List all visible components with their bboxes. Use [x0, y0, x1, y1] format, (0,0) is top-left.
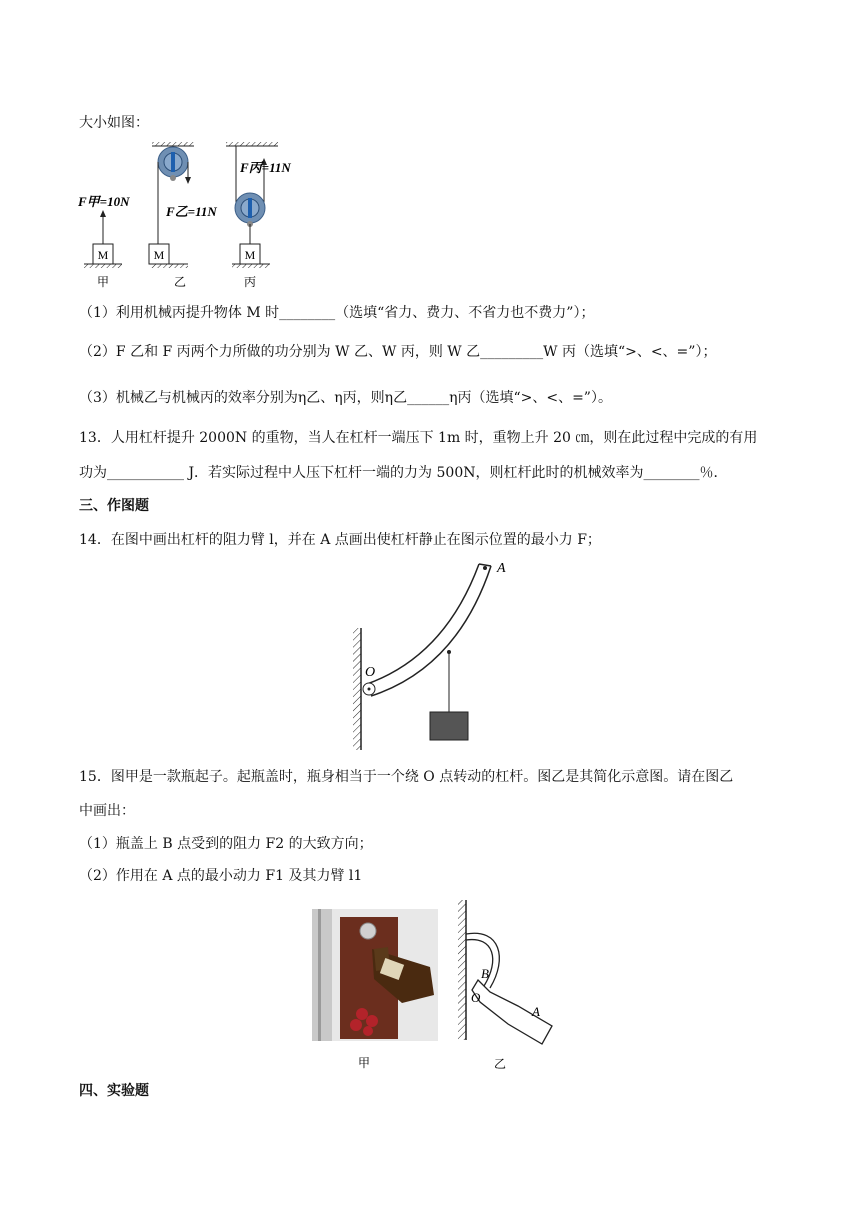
q15-line2: 中画出：	[79, 803, 135, 819]
q15-part2: （2）作用在 A 点的最小动力 F1 及其力臂 l1	[79, 868, 363, 884]
svg-text:M: M	[244, 248, 256, 262]
svg-text:甲: 甲	[357, 1056, 371, 1070]
svg-text:O: O	[471, 990, 481, 1005]
bottle-opener-schematic	[450, 898, 570, 1074]
section-heading-drawing: 三、作图题	[79, 498, 149, 514]
svg-text:甲: 甲	[96, 275, 110, 289]
svg-text:A: A	[497, 561, 506, 576]
q12-part2: （2）F 乙和 F 丙两个力所做的功分别为 W 乙、W 丙，则 W 乙_________W 丙（选填“>、<、=”）；	[79, 344, 717, 360]
pulley-figure	[76, 140, 306, 290]
svg-text:丙: 丙	[243, 275, 257, 289]
svg-text:B: B	[481, 966, 489, 981]
wall	[353, 628, 361, 750]
q13-line2: 功为___________ J．若实际过程中人压下杠杆一端的力为 500N，则杠杆此时的机械效率为________％．	[79, 465, 728, 481]
section-heading-experiment: 四、实验题	[79, 1083, 149, 1099]
svg-text:乙: 乙	[493, 1057, 507, 1071]
svg-text:O: O	[365, 665, 376, 680]
q15-line1: 15．图甲是一款瓶起子。起瓶盖时，瓶身相当于一个绕 O 点转动的杠杆。图乙是其简化示意图。请在图乙	[79, 769, 734, 785]
hanging-weight	[430, 712, 468, 740]
q15-part1: （1）瓶盖上 B 点受到的阻力 F2 的大致方向；	[79, 836, 373, 852]
lever-figure	[345, 556, 525, 756]
bottle-opener-photo	[312, 909, 438, 1073]
svg-text:M: M	[153, 248, 165, 262]
svg-text:乙: 乙	[173, 275, 187, 289]
q13-line1: 13．人用杠杆提升 2000N 的重物，当人在杠杆一端压下 1m 时，重物上升 20 ㎝，则在此过程中完成的有用	[79, 430, 758, 446]
svg-text:F甲=10N: F甲=10N	[78, 194, 130, 209]
intro-line: 大小如图：	[79, 115, 149, 131]
q12-part1: （1）利用机械丙提升物体 M 时________（选填“省力、费力、不省力也不费力”）；	[79, 305, 595, 321]
svg-text:M: M	[97, 248, 109, 262]
svg-text:F乙=11N: F乙=11N	[166, 204, 217, 219]
svg-text:F丙=11N: F丙=11N	[240, 160, 291, 175]
svg-text:A: A	[532, 1004, 540, 1019]
q14-text: 14．在图中画出杠杆的阻力臂 l，并在 A 点画出使杠杆静止在图示位置的最小力 F；	[79, 532, 601, 548]
q12-part3: （3）机械乙与机械丙的效率分别为η乙、η丙，则η乙______η丙（选填“>、<、=”）。	[79, 390, 612, 406]
